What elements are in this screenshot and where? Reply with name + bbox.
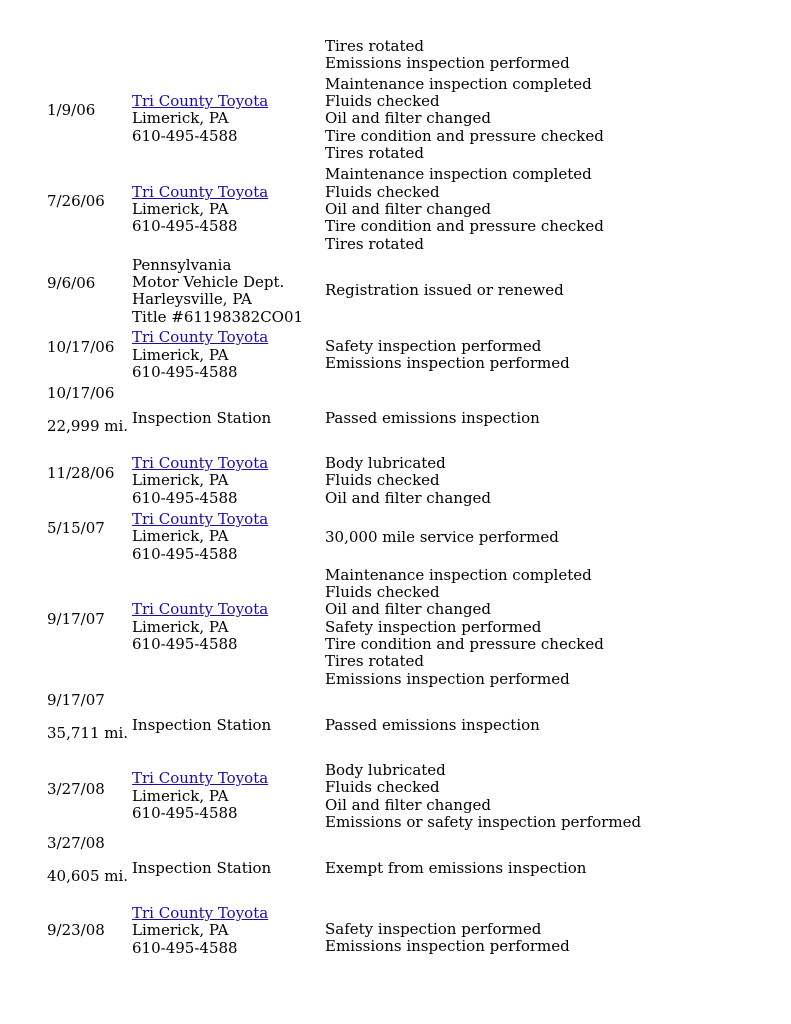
record-6-detail-1: Fluids checked (325, 471, 440, 489)
record-3-source-line-3: Title #61198382CO01 (132, 308, 304, 326)
record-1-phone: 610-495-4588 (132, 127, 238, 145)
record-5-mileage: 22,999 mi. (47, 417, 129, 435)
record-3-source-line-2: Harleysville, PA (132, 290, 252, 308)
record-12-date: 9/23/08 (47, 921, 105, 939)
record-8-phone: 610-495-4588 (132, 635, 238, 653)
record-10-detail-1: Fluids checked (325, 778, 440, 796)
record-8-detail-6: Emissions inspection performed (325, 670, 570, 688)
record-8-detail-3: Safety inspection performed (325, 618, 542, 636)
record-12-location: Limerick, PA (132, 921, 229, 939)
record-1-detail-0: Maintenance inspection completed (325, 75, 592, 93)
record-1-detail-3: Tire condition and pressure checked (325, 127, 604, 145)
record-8-date: 9/17/07 (47, 610, 105, 628)
record-12-phone: 610-495-4588 (132, 939, 238, 957)
record-2-detail-4: Tires rotated (325, 235, 424, 253)
record-11-date: 3/27/08 (47, 834, 105, 852)
record-10-date: 3/27/08 (47, 780, 105, 798)
record-6-detail-0: Body lubricated (325, 454, 446, 472)
record-4-detail-1: Emissions inspection performed (325, 354, 570, 372)
record-2-phone: 610-495-4588 (132, 217, 238, 235)
record-10-location: Limerick, PA (132, 787, 229, 805)
record-4-location: Limerick, PA (132, 346, 229, 364)
record-0-detail-0: Tires rotated (325, 37, 424, 55)
record-6-dealer-link[interactable]: Tri County Toyota (132, 454, 269, 472)
record-4-dealer-link[interactable]: Tri County Toyota (132, 328, 269, 346)
record-2-detail-1: Fluids checked (325, 183, 440, 201)
record-0-detail-1: Emissions inspection performed (325, 54, 570, 72)
record-8-detail-1: Fluids checked (325, 583, 440, 601)
record-4-phone: 610-495-4588 (132, 363, 238, 381)
record-1-date: 1/9/06 (47, 101, 96, 119)
record-6-detail-2: Oil and filter changed (325, 489, 492, 507)
record-7-location: Limerick, PA (132, 527, 229, 545)
record-8-location: Limerick, PA (132, 618, 229, 636)
record-8-detail-5: Tires rotated (325, 652, 424, 670)
record-11-mileage: 40,605 mi. (47, 867, 129, 885)
record-10-dealer-link[interactable]: Tri County Toyota (132, 769, 269, 787)
record-3-source-line-0: Pennsylvania (132, 256, 232, 274)
record-9-source: Inspection Station (132, 716, 272, 734)
record-10-phone: 610-495-4588 (132, 804, 238, 822)
record-2-date: 7/26/06 (47, 192, 105, 210)
record-2-detail-0: Maintenance inspection completed (325, 165, 592, 183)
record-12-detail-0: Safety inspection performed (325, 920, 542, 938)
record-1-dealer-link[interactable]: Tri County Toyota (132, 92, 269, 110)
record-6-date: 11/28/06 (47, 464, 115, 482)
record-7-phone: 610-495-4588 (132, 545, 238, 563)
record-8-detail-0: Maintenance inspection completed (325, 566, 592, 584)
record-5-source: Inspection Station (132, 409, 272, 427)
record-4-detail-0: Safety inspection performed (325, 337, 542, 355)
record-3-source-line-1: Motor Vehicle Dept. (132, 273, 285, 291)
record-1-detail-4: Tires rotated (325, 144, 424, 162)
record-1-detail-2: Oil and filter changed (325, 109, 492, 127)
record-10-detail-3: Emissions or safety inspection performed (325, 813, 642, 831)
record-3-date: 9/6/06 (47, 274, 96, 292)
record-12-dealer-link[interactable]: Tri County Toyota (132, 904, 269, 922)
record-7-date: 5/15/07 (47, 519, 105, 537)
record-6-location: Limerick, PA (132, 471, 229, 489)
record-9-mileage: 35,711 mi. (47, 724, 129, 742)
record-10-detail-0: Body lubricated (325, 761, 446, 779)
record-9-detail-0: Passed emissions inspection (325, 716, 540, 734)
record-12-detail-1: Emissions inspection performed (325, 937, 570, 955)
record-2-location: Limerick, PA (132, 200, 229, 218)
record-9-date: 9/17/07 (47, 691, 105, 709)
record-1-location: Limerick, PA (132, 109, 229, 127)
record-8-detail-4: Tire condition and pressure checked (325, 635, 604, 653)
record-4-date: 10/17/06 (47, 338, 115, 356)
record-5-detail-0: Passed emissions inspection (325, 409, 540, 427)
record-3-detail-0: Registration issued or renewed (325, 281, 564, 299)
record-2-detail-3: Tire condition and pressure checked (325, 217, 604, 235)
record-6-phone: 610-495-4588 (132, 489, 238, 507)
record-8-dealer-link[interactable]: Tri County Toyota (132, 600, 269, 618)
record-11-source: Inspection Station (132, 859, 272, 877)
record-7-detail-0: 30,000 mile service performed (325, 528, 559, 546)
record-8-detail-2: Oil and filter changed (325, 600, 492, 618)
record-1-detail-1: Fluids checked (325, 92, 440, 110)
record-2-detail-2: Oil and filter changed (325, 200, 492, 218)
record-2-dealer-link[interactable]: Tri County Toyota (132, 183, 269, 201)
record-10-detail-2: Oil and filter changed (325, 796, 492, 814)
record-7-dealer-link[interactable]: Tri County Toyota (132, 510, 269, 528)
record-5-date: 10/17/06 (47, 384, 115, 402)
record-11-detail-0: Exempt from emissions inspection (325, 859, 587, 877)
